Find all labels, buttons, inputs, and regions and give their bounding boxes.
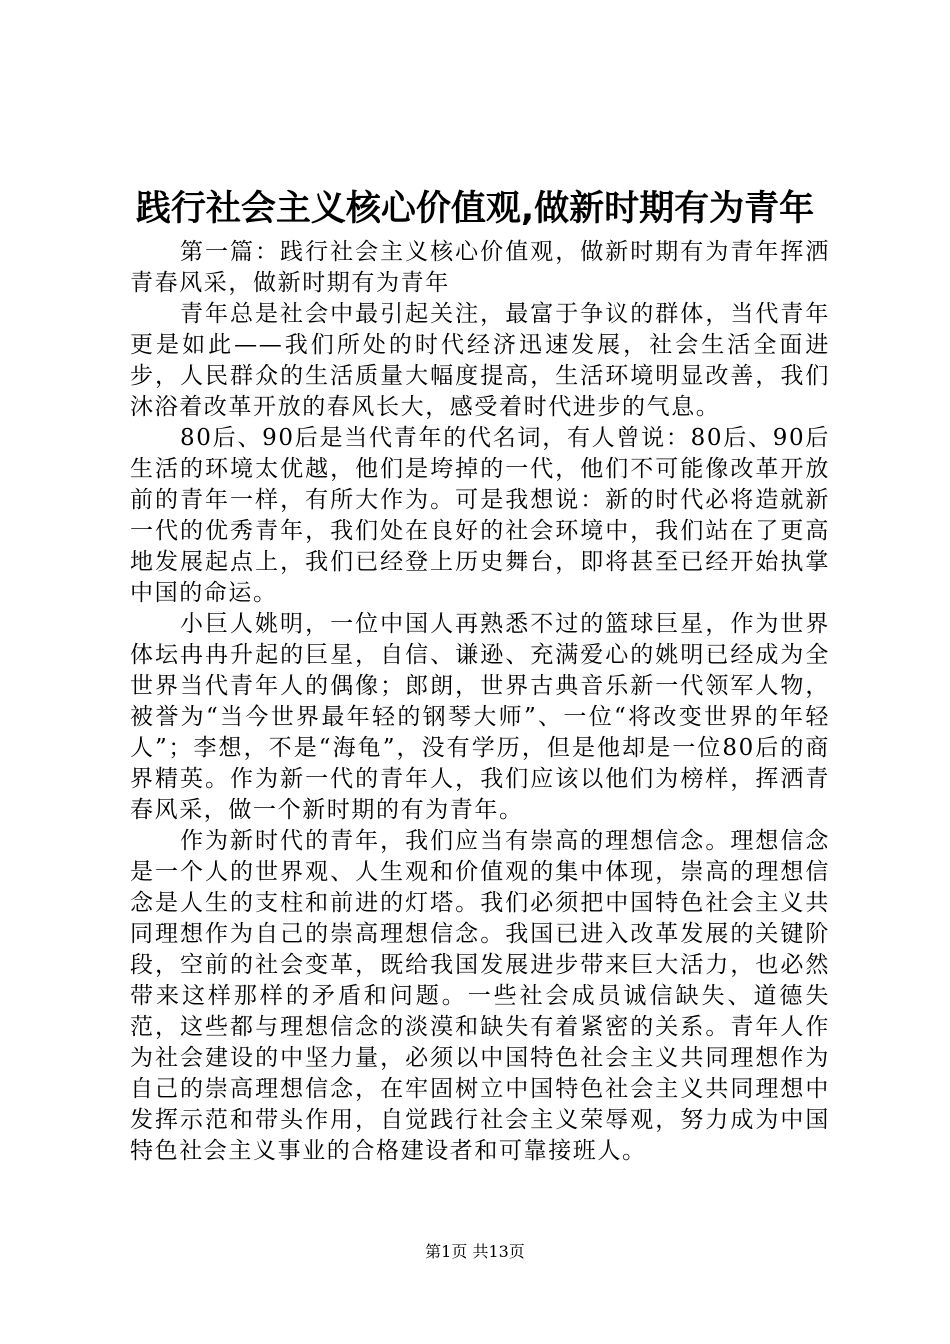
paragraph-80s-90s: 80后、90后是当代青年的代名词，有人曾说：80后、90后生活的环境太优越，他们是垮掉的一代，他们不可能像改革开放前的青年一样，有所大作为。可是我想说：新的时代必将造就新一代的优秀青年，我们处在良好的社会环境中，我们站在了更高地发展起点上，我们已经登上历史舞台，即将甚至已经开始执掌中国的命运。 xyxy=(130,425,830,606)
paragraph-youth-attention: 青年总是社会中最引起关注，最富于争议的群体，当代青年更是如此——我们所处的时代经济迅速发展，社会生活全面进步，人民群众的生活质量大幅度提高，生活环境明显改善，我们沐浴着改革开放的春风长大，感受着时代进步的气息。 xyxy=(130,301,830,420)
paragraph-intro: 第一篇：践行社会主义核心价值观，做新时期有为青年挥洒青春风采，做新时期有为青年 xyxy=(130,239,830,296)
document-title: 践行社会主义核心价值观,做新时期有为青年 xyxy=(135,189,815,229)
paragraph-ideals: 作为新时代的青年，我们应当有崇高的理想信念。理想信念是一个人的世界观、人生观和价值观的集中体现，崇高的理想信念是人生的支柱和前进的灯塔。我们必须把中国特色社会主义共同理想作为自己的崇高理想信念。我国已进入改革发展的关键阶段，空前的社会变革，既给我国发展进步带来巨大活力，也必然带来这样那样的矛盾和问题。一些社会成员诚信缺失、道德失范，这些都与理想信念的淡漠和缺失有着紧密的关系。青年人作为社会建设的中坚力量，必须以中国特色社会主义共同理想作为自己的崇高理想信念，在牢固树立中国特色社会主义共同理想中发挥示范和带头作用，自觉践行社会主义荣辱观，努力成为中国特色社会主义事业的合格建设者和可靠接班人。 xyxy=(130,828,830,1164)
document-body xyxy=(130,237,830,1167)
page-number-footer: 第1页 共13页 xyxy=(425,1242,525,1261)
paragraph-role-models: 小巨人姚明，一位中国人再熟悉不过的篮球巨星，作为世界体坛冉冉升起的巨星，自信、谦逊、充满爱心的姚明已经成为全世界当代青年人的偶像；郎朗，世界古典音乐新一代领军人物，被誉为“当今世界最年轻的钢琴大师”、一位“将改变世界的年轻人”；李想，不是“海龟”，没有学历，但是他却是一位80后的商界精英。作为新一代的青年人，我们应该以他们为榜样，挥洒青春风采，做一个新时期的有为青年。 xyxy=(130,611,830,823)
